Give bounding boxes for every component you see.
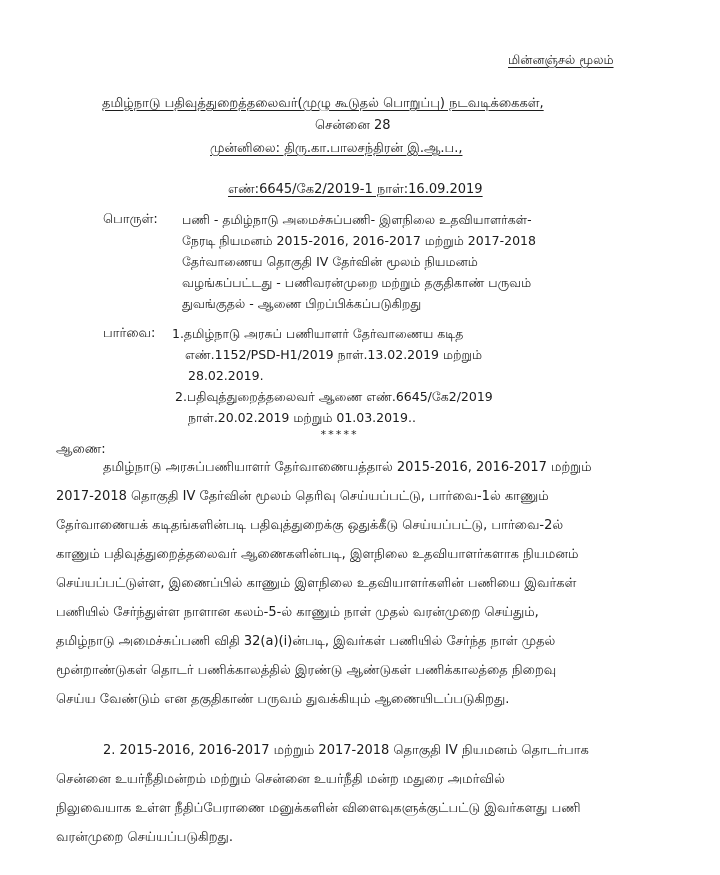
order-para2-line: வரன்முறை செய்யப்படுகிறது. — [56, 830, 233, 845]
order-label: ஆணை: — [56, 442, 106, 457]
subject-line: தேர்வாணைய தொகுதி IV தேர்வின் மூலம் நியமனம் — [182, 254, 478, 269]
order-para1-line: காணும் பதிவுத்துறைத்தலைவர் ஆணைகளின்படி, இளநிலை உதவியாளர்களாக நியமனம் — [56, 547, 579, 562]
subject-line: பணி - தமிழ்நாடு அமைச்சுப்பணி- இளநிலை உதவியாளர்கள்- — [182, 212, 532, 227]
order-para1-line: 2017-2018 தொகுதி IV தேர்வின் மூலம் தெரிவு செய்யப்பட்டு, பார்வை-1ல் காணும் — [56, 489, 549, 504]
reference-line: நாள்.20.02.2019 மற்றும் 01.03.2019.. — [188, 410, 416, 425]
subject-line: வழங்கப்பட்டது - பணிவரன்முறை மற்றும் தகுதிகாண் பருவம் — [182, 275, 532, 290]
reference-label: பார்வை: — [103, 326, 156, 341]
order-para2-line: சென்னை உயர்நீதிமன்றம் மற்றும் சென்னை உயர்நீதி மன்ற மதுரை அமர்வில் — [56, 772, 505, 787]
reference-line: 2.பதிவுத்துறைத்தலைவர் ஆணை எண்.6645/கே2/2019 — [175, 389, 493, 404]
order-para1-line: தேர்வாணையக் கடிதங்களின்படி பதிவுத்துறைக்கு ஒதுக்கீடு செய்யப்பட்டு, பார்வை-2ல் — [56, 518, 564, 533]
subject-line: துவங்குதல் - ஆணை பிறப்பிக்கப்படுகிறது — [182, 296, 422, 311]
order-para1-line: செய்யப்பட்டுள்ள, இணைப்பில் காணும் இளநிலை உதவியாளர்களின் பணியை இவர்கள் — [56, 576, 577, 591]
order-para1-line: பணியில் சேர்ந்துள்ள நாளான கலம்-5-ல் காணும் நாள் முதல் வரன்முறை செய்தும், — [56, 605, 539, 620]
order-para1-line: தமிழ்நாடு அரசுப்பணியாளர் தேர்வாணையத்தால் 2015-2016, 2016-2017 மற்றும் — [103, 460, 592, 475]
reference-line: 28.02.2019. — [188, 368, 264, 383]
reference-line: எண்.1152/PSD-H1/2019 நாள்.13.02.2019 மற்றும் — [185, 347, 483, 362]
order-para1-line: மூன்றாண்டுகள் தொடர் பணிக்காலத்தில் இரண்டு ஆண்டுகள் பணிக்காலத்தை நிறைவு — [56, 663, 557, 678]
office-title: தமிழ்நாடு பதிவுத்துறைத்தலைவர்(முழு கூடுதல் பொறுப்பு) நடவடிக்கைகள், — [102, 96, 544, 111]
delivery-mode-note: மின்னஞ்சல் மூலம் — [508, 52, 614, 67]
subject-line: நேரடி நியமனம் 2015-2016, 2016-2017 மற்றும் 2017-2018 — [182, 233, 536, 248]
order-para2-line: நிலுவையாக உள்ள நீதிப்பேராணை மனுக்களின் விளைவுகளுக்குட்பட்டு இவர்களது பணி — [56, 801, 581, 816]
order-para2-line: 2. 2015-2016, 2016-2017 மற்றும் 2017-2018 தொகுதி IV நியமனம் தொடர்பாக — [103, 743, 589, 758]
officer-presence: முன்னிலை: திரு.கா.பாலசந்திரன் இ.ஆ.ப., — [210, 141, 463, 156]
separator-stars: ***** — [320, 428, 359, 441]
office-city: சென்னை 28 — [315, 118, 391, 133]
reference-line: 1.தமிழ்நாடு அரசுப் பணியாளர் தேர்வாணைய கடித — [172, 326, 464, 341]
order-para1-line: செய்ய வேண்டும் என தகுதிகாண் பருவம் துவக்கியும் ஆணையிடப்படுகிறது. — [56, 692, 510, 707]
order-para1-line: தமிழ்நாடு அமைச்சுப்பணி விதி 32(a)(i)ன்படி, இவர்கள் பணியில் சேர்ந்த நாள் முதல் — [56, 634, 556, 649]
reference-number: எண்:6645/கே2/2019-1 நாள்:16.09.2019 — [228, 182, 483, 197]
subject-label: பொருள்: — [103, 212, 158, 227]
